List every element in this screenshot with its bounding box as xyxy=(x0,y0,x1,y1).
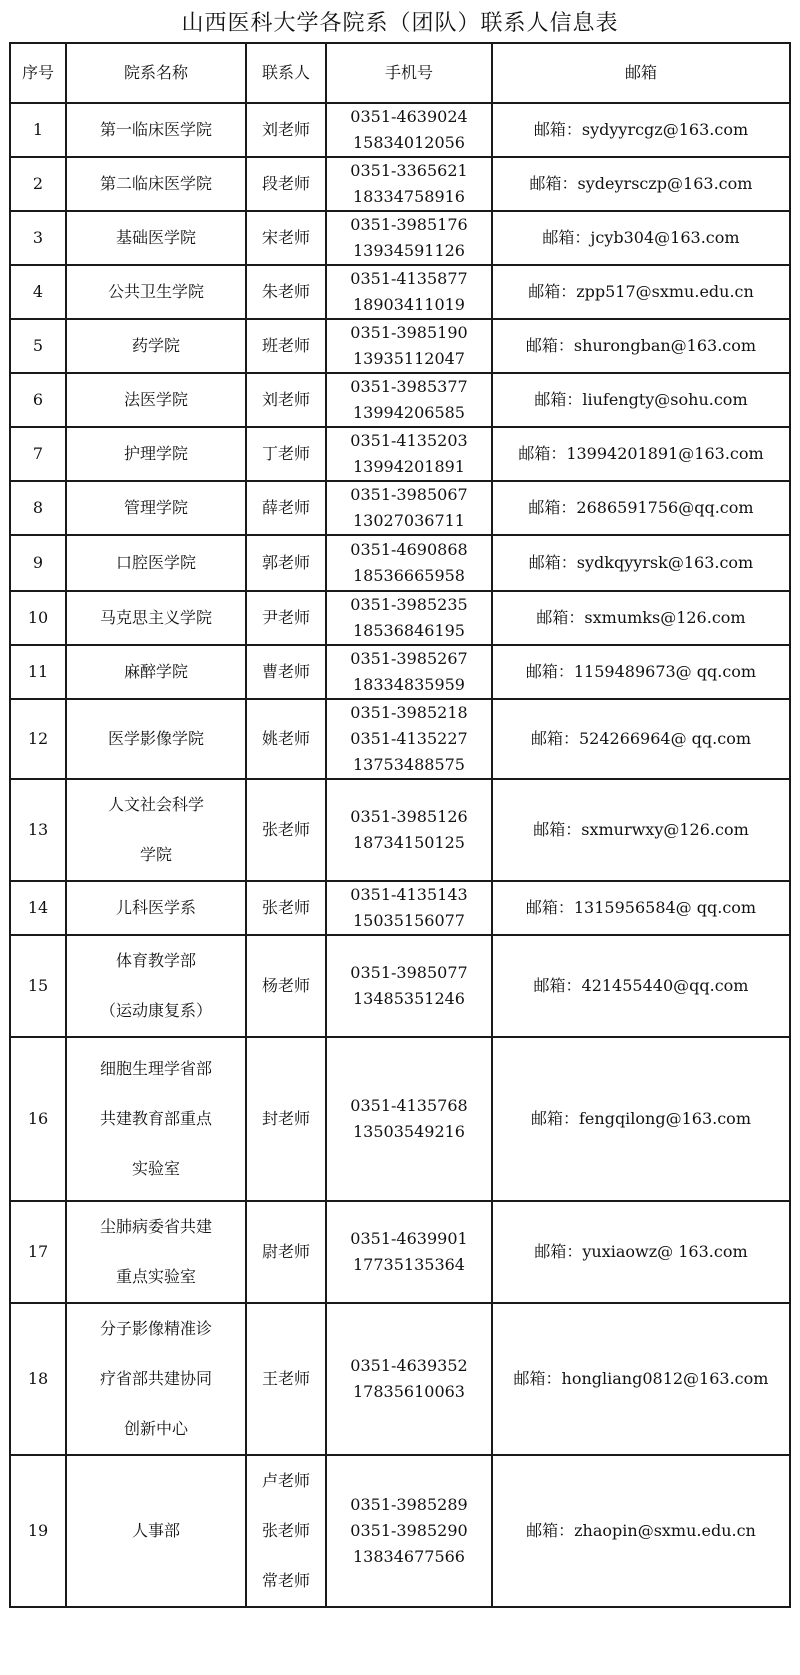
contact-person-line: 班老师 xyxy=(261,336,310,355)
row-number: 5 xyxy=(10,319,66,373)
dept-name-line: 学院 xyxy=(139,845,172,864)
row-number: 16 xyxy=(10,1037,66,1201)
row-number: 9 xyxy=(10,535,66,591)
contact-person-line: 姚老师 xyxy=(261,729,310,748)
dept-name xyxy=(66,103,246,157)
row-number: 4 xyxy=(10,265,66,319)
contact-person xyxy=(246,319,326,373)
table-row xyxy=(10,779,790,881)
email-address: 邮箱：hongliang0812@163.com xyxy=(492,1303,790,1455)
contact-person-line: 卢老师 xyxy=(261,1471,310,1490)
header-phone: 手机号 xyxy=(326,43,492,103)
email-address: 邮箱：liufengty@sohu.com xyxy=(492,373,790,427)
table-body xyxy=(10,103,790,1607)
row-number: 15 xyxy=(10,935,66,1037)
phone-number xyxy=(326,427,492,481)
phone-line: 0351-4690868 xyxy=(350,540,468,559)
row-number: 12 xyxy=(10,699,66,779)
dept-name-line: 共建教育部重点 xyxy=(99,1109,212,1128)
contact-person-line: 郭老师 xyxy=(261,553,310,572)
dept-name xyxy=(66,881,246,935)
dept-name-line: 儿科医学系 xyxy=(115,898,196,917)
phone-line: 17735135364 xyxy=(353,1255,465,1274)
phone-line: 15834012056 xyxy=(353,133,465,152)
dept-name xyxy=(66,935,246,1037)
table-row xyxy=(10,935,790,1037)
page-title: 山西医科大学各院系（团队）联系人信息表 xyxy=(181,11,619,36)
table-row xyxy=(10,265,790,319)
contact-person xyxy=(246,265,326,319)
row-number: 14 xyxy=(10,881,66,935)
phone-number xyxy=(326,935,492,1037)
phone-number xyxy=(326,265,492,319)
table-row xyxy=(10,157,790,211)
contact-person-line: 张老师 xyxy=(261,820,310,839)
contact-person xyxy=(246,373,326,427)
contact-person xyxy=(246,699,326,779)
dept-name xyxy=(66,211,246,265)
table-row xyxy=(10,1455,790,1607)
phone-line: 18903411019 xyxy=(353,295,465,314)
contact-person-line: 薛老师 xyxy=(261,498,310,517)
phone-line: 0351-3985067 xyxy=(350,485,468,504)
dept-name-line: 药学院 xyxy=(131,336,180,355)
dept-name-line: 医学影像学院 xyxy=(107,729,204,748)
phone-line: 0351-4639901 xyxy=(350,1229,468,1248)
dept-name xyxy=(66,427,246,481)
phone-line: 0351-4135877 xyxy=(350,269,468,288)
phone-line: 18334758916 xyxy=(353,187,465,206)
phone-line: 0351-3985235 xyxy=(350,595,468,614)
dept-name-line: 人文社会科学 xyxy=(107,795,204,814)
phone-number xyxy=(326,373,492,427)
dept-name xyxy=(66,699,246,779)
contact-person-line: 宋老师 xyxy=(261,228,310,247)
contact-person xyxy=(246,935,326,1037)
phone-line: 0351-3985290 xyxy=(350,1521,468,1540)
contact-person xyxy=(246,211,326,265)
contact-person-line: 刘老师 xyxy=(261,390,310,409)
phone-number xyxy=(326,1303,492,1455)
dept-name xyxy=(66,591,246,645)
dept-name-line: 口腔医学院 xyxy=(115,553,196,572)
contact-person xyxy=(246,1201,326,1303)
email-address: 邮箱：sydyyrcgz@163.com xyxy=(492,103,790,157)
dept-name xyxy=(66,1455,246,1607)
table-header-row xyxy=(10,43,790,103)
contact-person-line: 封老师 xyxy=(261,1109,310,1128)
phone-line: 0351-3985218 xyxy=(350,703,468,722)
email-address: 邮箱：zpp517@sxmu.edu.cn xyxy=(492,265,790,319)
header-contact: 联系人 xyxy=(246,43,326,103)
phone-line: 13834677566 xyxy=(353,1547,465,1566)
email-address: 邮箱：sxmurwxy@126.com xyxy=(492,779,790,881)
table-row xyxy=(10,373,790,427)
phone-number xyxy=(326,645,492,699)
dept-name xyxy=(66,319,246,373)
contact-person xyxy=(246,535,326,591)
dept-name xyxy=(66,481,246,535)
email-address: 邮箱：13994201891@163.com xyxy=(492,427,790,481)
phone-number xyxy=(326,103,492,157)
header-dept: 院系名称 xyxy=(66,43,246,103)
dept-name xyxy=(66,1037,246,1201)
email-address: 邮箱：524266964@ qq.com xyxy=(492,699,790,779)
email-address: 邮箱：sxmumks@126.com xyxy=(492,591,790,645)
email-address: 邮箱：yuxiaowz@ 163.com xyxy=(492,1201,790,1303)
contact-person xyxy=(246,1303,326,1455)
contact-person-line: 王老师 xyxy=(261,1369,310,1388)
phone-line: 0351-4135768 xyxy=(350,1096,468,1115)
dept-name-line: 尘肺病委省共建 xyxy=(99,1217,212,1236)
table-row xyxy=(10,1037,790,1201)
dept-name xyxy=(66,265,246,319)
dept-name-line: （运动康复系） xyxy=(99,1001,212,1020)
email-address: 邮箱：jcyb304@163.com xyxy=(492,211,790,265)
row-number: 13 xyxy=(10,779,66,881)
row-number: 1 xyxy=(10,103,66,157)
email-address: 邮箱：sydkqyyrsk@163.com xyxy=(492,535,790,591)
phone-line: 0351-3985267 xyxy=(350,649,468,668)
dept-name-line: 护理学院 xyxy=(123,444,188,463)
dept-name-line: 实验室 xyxy=(131,1159,180,1178)
dept-name-line: 疗省部共建协同 xyxy=(99,1369,212,1388)
table-row xyxy=(10,699,790,779)
phone-number xyxy=(326,591,492,645)
phone-number xyxy=(326,1455,492,1607)
table-row xyxy=(10,211,790,265)
row-number: 11 xyxy=(10,645,66,699)
contact-person-line: 曹老师 xyxy=(261,662,310,681)
table-row xyxy=(10,481,790,535)
email-address: 邮箱：sydeyrsczp@163.com xyxy=(492,157,790,211)
header-email: 邮箱 xyxy=(492,43,790,103)
phone-line: 13485351246 xyxy=(353,989,465,1008)
contact-person xyxy=(246,1037,326,1201)
dept-name-line: 人事部 xyxy=(131,1521,180,1540)
table-row xyxy=(10,881,790,935)
email-address: 邮箱：shurongban@163.com xyxy=(492,319,790,373)
email-address: 邮箱：2686591756@qq.com xyxy=(492,481,790,535)
contact-person xyxy=(246,103,326,157)
contact-person-line: 尉老师 xyxy=(261,1242,310,1261)
contact-person xyxy=(246,481,326,535)
email-address: 邮箱：1315956584@ qq.com xyxy=(492,881,790,935)
dept-name-line: 管理学院 xyxy=(123,498,188,517)
phone-line: 0351-4639024 xyxy=(350,107,468,126)
dept-name xyxy=(66,1303,246,1455)
phone-number xyxy=(326,1037,492,1201)
dept-name-line: 第二临床医学院 xyxy=(99,174,212,193)
phone-line: 13935112047 xyxy=(353,349,465,368)
phone-line: 18734150125 xyxy=(353,833,465,852)
contact-table xyxy=(9,42,791,1608)
dept-name xyxy=(66,157,246,211)
row-number: 10 xyxy=(10,591,66,645)
contact-person-line: 常老师 xyxy=(261,1571,310,1590)
phone-line: 13994201891 xyxy=(353,457,465,476)
phone-line: 0351-3985190 xyxy=(350,323,468,342)
dept-name-line: 基础医学院 xyxy=(115,228,196,247)
phone-line: 0351-3985377 xyxy=(350,377,468,396)
phone-line: 0351-4135227 xyxy=(350,729,468,748)
phone-number xyxy=(326,481,492,535)
contact-person xyxy=(246,779,326,881)
dept-name xyxy=(66,645,246,699)
phone-line: 13934591126 xyxy=(353,241,465,260)
phone-line: 13503549216 xyxy=(353,1122,465,1141)
row-number: 3 xyxy=(10,211,66,265)
table-row xyxy=(10,103,790,157)
row-number: 2 xyxy=(10,157,66,211)
contact-person-line: 尹老师 xyxy=(261,608,310,627)
phone-number xyxy=(326,699,492,779)
phone-line: 18536665958 xyxy=(353,566,465,585)
phone-line: 13994206585 xyxy=(353,403,465,422)
phone-line: 0351-3365621 xyxy=(350,161,468,180)
row-number: 18 xyxy=(10,1303,66,1455)
phone-line: 0351-3985176 xyxy=(350,215,468,234)
contact-person-line: 朱老师 xyxy=(261,282,310,301)
phone-line: 0351-4639352 xyxy=(350,1356,468,1375)
row-number: 8 xyxy=(10,481,66,535)
contact-person-line: 杨老师 xyxy=(261,976,310,995)
contact-person-line: 丁老师 xyxy=(261,444,310,463)
contact-person xyxy=(246,427,326,481)
dept-name-line: 公共卫生学院 xyxy=(107,282,204,301)
phone-line: 18334835959 xyxy=(353,675,465,694)
dept-name xyxy=(66,373,246,427)
phone-line: 13753488575 xyxy=(353,755,465,774)
email-address: 邮箱：1159489673@ qq.com xyxy=(492,645,790,699)
table-row xyxy=(10,427,790,481)
phone-number xyxy=(326,881,492,935)
table-row xyxy=(10,591,790,645)
dept-name-line: 分子影像精准诊 xyxy=(99,1319,212,1338)
phone-number xyxy=(326,535,492,591)
contact-person xyxy=(246,645,326,699)
table-row xyxy=(10,645,790,699)
phone-number xyxy=(326,211,492,265)
phone-line: 0351-3985289 xyxy=(350,1495,468,1514)
contact-person xyxy=(246,1455,326,1607)
dept-name xyxy=(66,779,246,881)
table-row xyxy=(10,535,790,591)
contact-person-line: 刘老师 xyxy=(261,120,310,139)
email-address: 邮箱：zhaopin@sxmu.edu.cn xyxy=(492,1455,790,1607)
dept-name-line: 细胞生理学省部 xyxy=(99,1059,212,1078)
contact-person-line: 张老师 xyxy=(261,898,310,917)
contact-person-line: 张老师 xyxy=(261,1521,310,1540)
contact-person-line: 段老师 xyxy=(261,174,310,193)
contact-person xyxy=(246,591,326,645)
email-address: 邮箱：fengqilong@163.com xyxy=(492,1037,790,1201)
email-address: 邮箱：421455440@qq.com xyxy=(492,935,790,1037)
phone-number xyxy=(326,319,492,373)
phone-line: 0351-3985077 xyxy=(350,963,468,982)
phone-number xyxy=(326,1201,492,1303)
phone-line: 18536846195 xyxy=(353,621,465,640)
row-number: 6 xyxy=(10,373,66,427)
row-number: 7 xyxy=(10,427,66,481)
phone-number xyxy=(326,157,492,211)
table-row xyxy=(10,1303,790,1455)
dept-name-line: 第一临床医学院 xyxy=(99,120,212,139)
dept-name xyxy=(66,1201,246,1303)
phone-number xyxy=(326,779,492,881)
dept-name-line: 体育教学部 xyxy=(115,951,196,970)
phone-line: 15035156077 xyxy=(353,911,465,930)
phone-line: 0351-3985126 xyxy=(350,807,468,826)
contact-person xyxy=(246,157,326,211)
dept-name-line: 重点实验室 xyxy=(115,1267,196,1286)
table-row xyxy=(10,319,790,373)
row-number: 17 xyxy=(10,1201,66,1303)
phone-line: 17835610063 xyxy=(353,1382,465,1401)
dept-name-line: 法医学院 xyxy=(123,390,188,409)
dept-name-line: 麻醉学院 xyxy=(123,662,188,681)
contact-person xyxy=(246,881,326,935)
dept-name-line: 创新中心 xyxy=(123,1419,188,1438)
phone-line: 13027036711 xyxy=(353,511,465,530)
phone-line: 0351-4135203 xyxy=(350,431,468,450)
phone-line: 0351-4135143 xyxy=(350,885,468,904)
row-number: 19 xyxy=(10,1455,66,1607)
dept-name-line: 马克思主义学院 xyxy=(99,608,212,627)
dept-name xyxy=(66,535,246,591)
header-no: 序号 xyxy=(10,43,66,103)
table-row xyxy=(10,1201,790,1303)
